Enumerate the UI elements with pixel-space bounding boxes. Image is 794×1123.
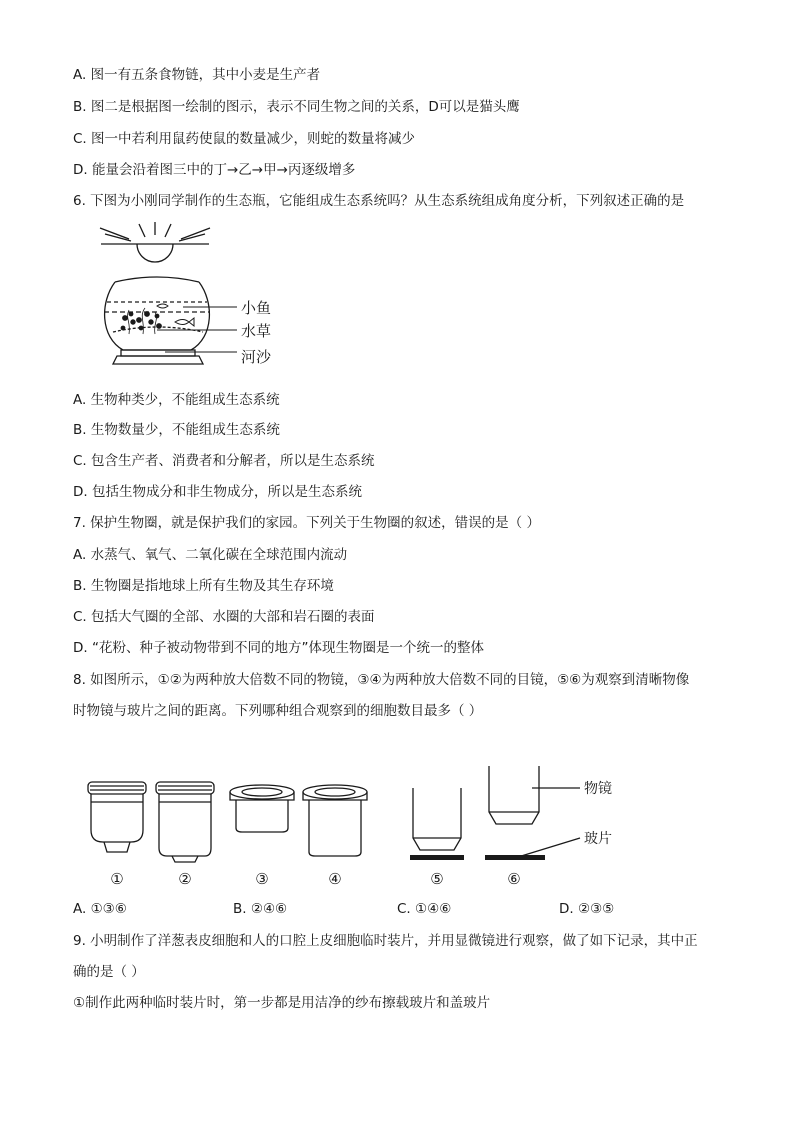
eyepiece-3 bbox=[230, 785, 294, 832]
slide-5 bbox=[410, 855, 464, 860]
objective-distance-6 bbox=[489, 766, 580, 857]
q8-option-b: B. ②④⑥ bbox=[233, 901, 288, 917]
slide-6 bbox=[485, 855, 545, 860]
q8-option-d: D. ②③⑤ bbox=[559, 901, 615, 917]
figure-number-2: ② bbox=[178, 870, 192, 888]
q7-stem: 7. 保护生物圈，就是保护我们的家园。下列关于生物圈的叙述，错误的是（ ） bbox=[73, 515, 540, 531]
microscope-lens-figure bbox=[80, 760, 640, 890]
figure-number-5: ⑤ bbox=[430, 870, 444, 888]
figure-number-4: ④ bbox=[328, 870, 342, 888]
q6-option-d: D. 包括生物成分和非生物成分，所以是生态系统 bbox=[73, 484, 362, 500]
objective-lens-1 bbox=[88, 782, 146, 852]
q9-stem-line2: 确的是（ ） bbox=[73, 964, 145, 980]
label-water-plant: 水草 bbox=[241, 322, 272, 340]
ecological-bottle-figure bbox=[95, 222, 295, 382]
q7-option-b: B. 生物圈是指地球上所有生物及其生存环境 bbox=[73, 578, 334, 594]
q8-stem-line2: 时物镜与玻片之间的距离。下列哪种组合观察到的细胞数目最多（ ） bbox=[73, 703, 483, 719]
q7-option-a: A. 水蒸气、氧气、二氧化碳在全球范围内流动 bbox=[73, 547, 348, 563]
q5-option-a: A. 图一有五条食物链，其中小麦是生产者 bbox=[73, 67, 321, 83]
q5-option-c: C. 图一中若利用鼠药使鼠的数量减少，则蛇的数量将减少 bbox=[73, 131, 416, 147]
q8-option-c: C. ①④⑥ bbox=[397, 901, 452, 917]
label-objective: 物镜 bbox=[584, 781, 612, 797]
q7-option-c: C. 包括大气圈的全部、水圈的大部和岩石圈的表面 bbox=[73, 609, 375, 625]
q8-stem-line1: 8. 如图所示，①②为两种放大倍数不同的物镜，③④为两种放大倍数不同的目镜，⑤⑥为观察到清晰物像 bbox=[73, 672, 690, 688]
q5-option-d: D. 能量会沿着图三中的丁→乙→甲→丙逐级增多 bbox=[73, 162, 356, 178]
q6-option-a: A. 生物种类少，不能组成生态系统 bbox=[73, 392, 280, 408]
q7-option-d: D. “花粉、种子被动物带到不同的地方”体现生物圈是一个统一的整体 bbox=[73, 640, 484, 656]
label-small-fish: 小鱼 bbox=[241, 299, 272, 317]
label-river-sand: 河沙 bbox=[241, 348, 272, 366]
figure-number-1: ① bbox=[110, 870, 124, 888]
objective-lens-2 bbox=[156, 782, 214, 862]
eyepiece-4 bbox=[303, 785, 367, 856]
figure-number-6: ⑥ bbox=[507, 870, 521, 888]
objective-distance-5 bbox=[413, 788, 461, 850]
sun-icon bbox=[100, 222, 210, 262]
q5-option-b: B. 图二是根据图一绘制的图示，表示不同生物之间的关系，D可以是猫头鹰 bbox=[73, 99, 520, 115]
q6-option-c: C. 包含生产者、消费者和分解者，所以是生态系统 bbox=[73, 453, 375, 469]
figure-number-3: ③ bbox=[255, 870, 269, 888]
q8-option-a: A. ①③⑥ bbox=[73, 901, 127, 917]
q9-item-1: ①制作此两种临时装片时，第一步都是用洁净的纱布擦载玻片和盖玻片 bbox=[73, 995, 491, 1011]
q6-option-b: B. 生物数量少，不能组成生态系统 bbox=[73, 422, 280, 438]
q6-stem: 6. 下图为小刚同学制作的生态瓶，它能组成生态系统吗？从生态系统组成角度分析，下列叙述正确的是 bbox=[73, 193, 685, 209]
q9-stem-line1: 9. 小明制作了洋葱表皮细胞和人的口腔上皮细胞临时装片，并用显微镜进行观察，做了如下记录，其中正 bbox=[73, 933, 698, 949]
label-slide: 玻片 bbox=[584, 831, 612, 847]
